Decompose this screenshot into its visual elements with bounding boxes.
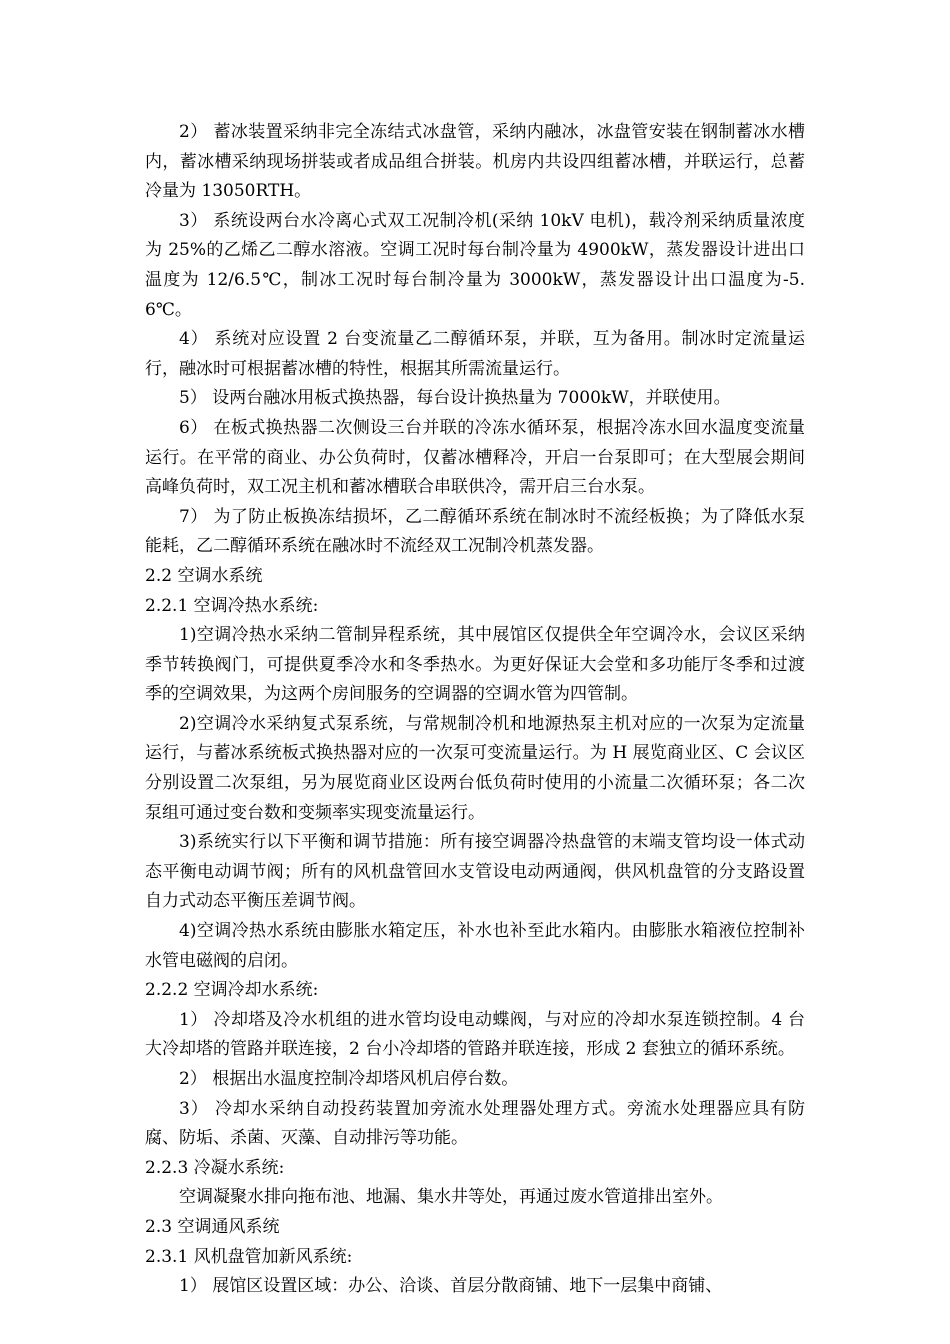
heading-2-2-1: 2.2.1 空调冷热水系统: [145, 595, 319, 616]
heading-2-2-2: 2.2.2 空调冷却水系统: [145, 980, 319, 1001]
heading-2-3: 2.3 空调通风系统 [145, 1216, 280, 1237]
paragraph-plate-heat-exchangers: 5） 设两台融冰用板式换热器，每台设计换热量为 7000kW，并联使用。 [179, 388, 731, 409]
paragraph-compound-pump-system: 2)空调冷水采纳复式泵系统，与常规制冷机和地源热泵主机对应的一次泵为定流量运行，与蓄冰系统板式换热器对应的一次泵可变流量运行。为 H 展览商业区、C 会议区分别设置二次泵组，另为展览商业区设两台低负荷时使用的小流量二次循环泵；各二次泵组可通过变台数和变频率实现变流量运行。 [145, 713, 805, 823]
heading-2-2-3: 2.2.3 冷凝水系统: [145, 1157, 285, 1178]
heading-2-3-1: 2.3.1 风机盘管加新风系统: [145, 1246, 353, 1267]
paragraph-ice-storage-device: 2） 蓄冰装置采纳非完全冻结式冰盘管，采纳内融冰，冰盘管安装在钢制蓄冰水槽内，蓄冰槽采纳现场拼装或者成品组合拼装。机房内共设四组蓄冰槽，并联运行，总蓄冷量为 13050RTH。 [145, 122, 805, 202]
paragraph-freeze-protection: 7） 为了防止板换冻结损坏，乙二醇循环系统在制冰时不流经板换；为了降低水泵能耗，乙二醇循环系统在融冰时不流经双工况制冷机蒸发器。 [145, 506, 805, 557]
paragraph-balancing-measures: 3)系统实行以下平衡和调节措施：所有接空调器冷热盘管的末端支管均设一体式动态平衡电动调节阀；所有的风机盘管回水支管设电动两通阀，供风机盘管的分支路设置自力式动态平衡压差调节阀。 [145, 832, 805, 912]
paragraph-condensate: 空调凝聚水排向拖布池、地漏、集水井等处，再通过废水管道排出室外。 [179, 1187, 723, 1208]
paragraph-expansion-tank: 4)空调冷热水系统由膨胀水箱定压，补水也补至此水箱内。由膨胀水箱液位控制补水管电磁阀的启闭。 [145, 921, 805, 971]
paragraph-exhibition-areas: 1） 展馆区设置区域：办公、洽谈、首层分散商铺、地下一层集中商铺、 [179, 1276, 723, 1297]
paragraph-chilled-water-pumps: 6） 在板式换热器二次侧设三台并联的冷冻水循环泵，根据冷冻水回水温度变流量运行。在平常的商业、办公负荷时，仅蓄冰槽释冷，开启一台泵即可；在大型展会期间高峰负荷时，双工况主机和蓄冰槽联合串联供冷，需开启三台水泵。 [145, 417, 805, 498]
document-page [145, 118, 805, 1302]
paragraph-two-pipe-system: 1)空调冷热水采纳二管制异程系统，其中展馆区仅提供全年空调冷水，会议区采纳季节转换阀门，可提供夏季冷水和冬季热水。为更好保证大会堂和多功能厅冬季和过渡季的空调效果，为这两个房间服务的空调器的空调水管为四管制。 [145, 625, 805, 705]
paragraph-water-treatment: 3） 冷却水采纳自动投药装置加旁流水处理器处理方式。旁流水处理器应具有防腐、防垢、杀菌、灭藻、自动排污等功能。 [145, 1098, 805, 1149]
paragraph-glycol-pumps: 4） 系统对应设置 2 台变流量乙二醇循环泵，并联，互为备用。制冰时定流量运行，融冰时可根据蓄冰槽的特性，根据其所需流量运行。 [145, 329, 805, 379]
paragraph-fan-staging: 2） 根据出水温度控制冷却塔风机启停台数。 [179, 1069, 519, 1089]
paragraph-dual-chillers: 3） 系统设两台水冷离心式双工况制冷机(采纳 10kV 电机)，载冷剂采纳质量浓度为 25%的乙烯乙二醇水溶液。空调工况时每台制冷量为 4900kW，蒸发器设计进出口温度为 12/6.5℃，制冰工况时每台制冷量为 3000kW，蒸发器设计出口温度为-5.6℃。 [145, 210, 805, 320]
paragraph-cooling-towers: 1） 冷却塔及冷水机组的进水管均设电动蝶阀，与对应的冷却水泵连锁控制。4 台大冷却塔的管路并联连接，2 台小冷却塔的管路并联连接，形成 2 套独立的循环系统。 [145, 1009, 805, 1060]
heading-2-2: 2.2 空调水系统 [145, 565, 263, 586]
